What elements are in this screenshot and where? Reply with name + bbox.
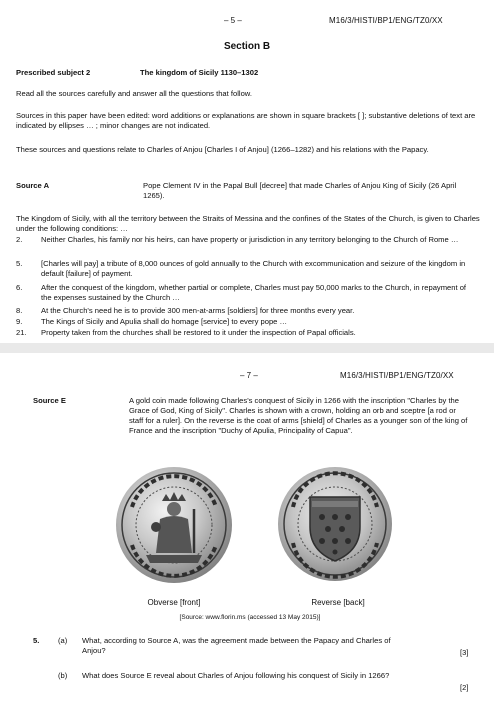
condition-number: 9. bbox=[16, 317, 23, 326]
condition-text: At the Church's need he is to provide 300 men-at-arms [soldiers] for three months every year. bbox=[41, 306, 355, 315]
condition-text: After the conquest of the kingdom, whether partial or complete, Charles must pay 50,000 marks to the Church, in repayment of the expenses sustained by the Church … bbox=[41, 283, 467, 302]
obverse-coin-image bbox=[116, 467, 232, 583]
coat-of-arms-icon bbox=[278, 467, 392, 581]
condition-number: 21. bbox=[16, 328, 27, 337]
source-a-intro: The Kingdom of Sicily, with all the territory between the Straits of Messina and the confines of the States of the Church, is given to Charles under the following conditions: … bbox=[16, 214, 480, 233]
prescribed-subject-title: The kingdom of Sicily 1130–1302 bbox=[140, 68, 259, 77]
condition-text: The Kings of Sicily and Apulia shall do homage [service] to every pope … bbox=[41, 317, 288, 326]
question-a-marks: [3] bbox=[460, 648, 469, 657]
question-b-part: (b) bbox=[58, 671, 68, 680]
page-number: – 5 – bbox=[224, 16, 242, 25]
condition-text: [Charles will pay] a tribute of 8,000 ounces of gold annually to the Church with excommunication and seizure of the kingdom in default [failure] of payment. bbox=[41, 259, 466, 278]
condition-item bbox=[16, 235, 478, 255]
condition-number: 8. bbox=[16, 306, 23, 315]
paper-code: M16/3/HISTI/BP1/ENG/TZ0/XX bbox=[340, 371, 454, 380]
condition-item bbox=[16, 306, 478, 316]
obverse-caption: Obverse [front] bbox=[147, 598, 201, 607]
question-a-part: (a) bbox=[58, 636, 68, 645]
paper-code: M16/3/HISTI/BP1/ENG/TZ0/XX bbox=[329, 16, 443, 25]
reverse-caption: Reverse [back] bbox=[311, 598, 365, 607]
question-b-marks: [2] bbox=[460, 683, 469, 692]
relation-note: These sources and questions relate to Charles of Anjou [Charles I of Anjou] (1266–1282) and his relations with the Papacy. bbox=[16, 145, 429, 154]
prescribed-subject-label: Prescribed subject 2 bbox=[16, 68, 91, 77]
source-e-description: A gold coin made following Charles's conquest of Sicily in 1266 with the inscription "Charles by the Grace of God, King of Sicily". Charles is shown with a crown, holding an orb and sceptre [a rod or staff for a ruler]. On the reverse is the coat of arms [shield] of Charles as a younger son of the king of France and the inscription "Duchy of Apulia, Principality of Capua". bbox=[129, 396, 468, 435]
instructions: Read all the sources carefully and answer all the questions that follow. bbox=[16, 89, 252, 98]
condition-number: 5. bbox=[16, 259, 23, 268]
exam-page-7 bbox=[0, 353, 494, 713]
condition-item bbox=[16, 328, 478, 338]
question-a-text: What, according to Source A, was the agreement made between the Papacy and Charles of Anjou? bbox=[82, 636, 391, 655]
exam-page-5 bbox=[0, 0, 494, 343]
image-source-credit: [Source: www.florin.ms (accessed 13 May 2015)] bbox=[179, 614, 321, 621]
source-a-description: Pope Clement IV in the Papal Bull [decree] that made Charles of Anjou King of Sicily (26 April 1265). bbox=[143, 181, 457, 200]
page-number: – 7 – bbox=[240, 371, 258, 380]
reverse-coin-image bbox=[278, 467, 392, 581]
section-title: Section B bbox=[223, 41, 271, 52]
editing-note: Sources in this paper have been edited: word additions or explanations are shown in square brackets [ ]; substantive deletions of text are indicated by ellipses … ; minor changes are not indicated. bbox=[16, 111, 476, 130]
condition-item bbox=[16, 283, 478, 303]
condition-text: Neither Charles, his family nor his heirs, can have property or jurisdiction in any territory belonging to the Church of Rome … bbox=[41, 235, 459, 244]
question-number: 5. bbox=[33, 636, 40, 645]
condition-item bbox=[16, 259, 478, 279]
source-a-label: Source A bbox=[16, 181, 50, 190]
condition-number: 6. bbox=[16, 283, 23, 292]
source-e-label: Source E bbox=[33, 396, 66, 405]
crowned-king-icon bbox=[116, 467, 232, 583]
condition-item bbox=[16, 317, 478, 327]
condition-number: 2. bbox=[16, 235, 23, 244]
question-b-text: What does Source E reveal about Charles of Anjou following his conquest of Sicily in 1266? bbox=[82, 671, 390, 680]
condition-text: Property taken from the churches shall be restored to it under the inspection of Papal officials. bbox=[41, 328, 356, 337]
